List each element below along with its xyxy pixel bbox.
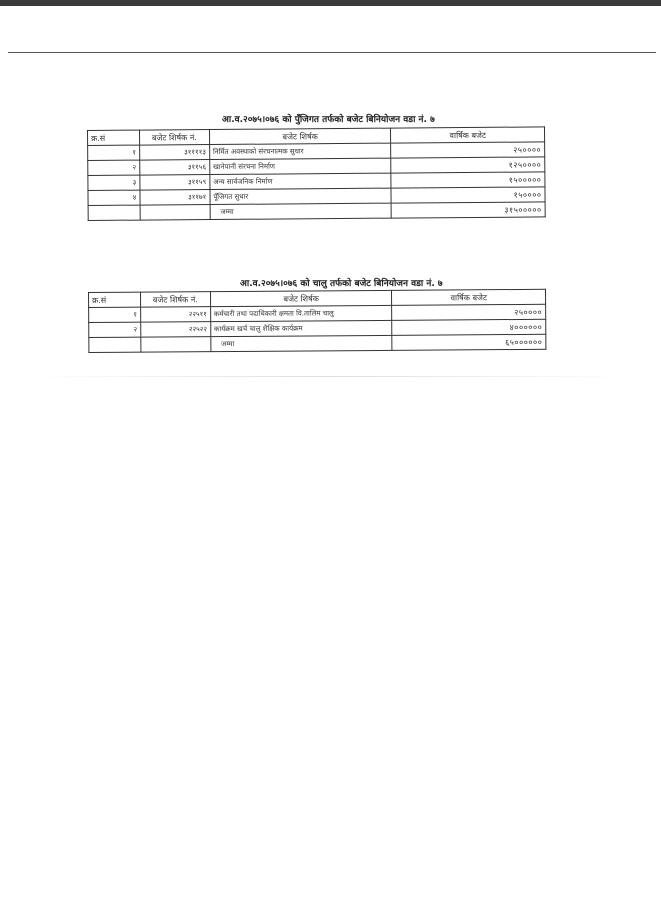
total-empty-code — [141, 337, 211, 352]
row-code: ३११११३ — [139, 145, 209, 161]
capital-budget-title: आ.व.२०७५।०७६ को पुँजिगत तर्फको बजेट बिनियोजन वडा नं. ७ — [222, 115, 435, 125]
row-heading: कार्यक्रम खर्च चालु शैक्षिक कार्यक्रम — [210, 320, 392, 336]
row-code: ३११७१ — [140, 190, 210, 206]
total-row — [89, 334, 546, 352]
row-budget: २५०००० — [391, 142, 545, 158]
row-heading: पूँजिगत सुधार — [210, 188, 392, 204]
header-rule — [8, 52, 656, 53]
column-header-code: बजेट शिर्षक नं. — [139, 130, 209, 146]
column-header-sn: क्र.सं — [89, 292, 141, 307]
total-empty-sn — [88, 205, 140, 220]
row-heading: अन्य सार्वजनिक निर्माण — [210, 173, 392, 189]
capital-budget-table — [87, 126, 546, 221]
row-sn: २ — [88, 160, 140, 175]
row-code: ३११५९ — [140, 175, 210, 191]
column-header-code: बजेट शिर्षक नं. — [140, 292, 210, 307]
current-budget-title: आ.व.२०७५।०७६ को चालु तर्फको बजेट बिनियोजन वडा नं. ७ — [240, 279, 443, 289]
total-empty-sn — [89, 337, 141, 352]
scan-smudge — [30, 376, 630, 377]
total-value: ३१५००००० — [392, 202, 546, 218]
row-budget: ४०००००० — [392, 319, 546, 335]
row-heading: निर्मित अवस्थाको संरचनात्मक सुधार — [209, 143, 391, 159]
row-heading: कर्मचारी तथा पदाधिकारी क्षमता वि.तालिम चालु — [210, 305, 392, 321]
row-budget: २५०००० — [392, 304, 546, 320]
row-code: २२५२२ — [141, 322, 211, 337]
column-header-sn: क्र.सं — [88, 130, 140, 145]
row-sn: १ — [89, 307, 141, 322]
scan-top-border — [0, 0, 661, 6]
current-budget-table — [88, 289, 546, 353]
column-header-budget: वार्षिक बजेट — [392, 289, 546, 305]
row-budget: १५००००० — [391, 172, 545, 188]
total-label: जम्मा — [210, 203, 392, 219]
row-heading: खानेपानी संरचना निर्माण — [210, 158, 392, 174]
column-header-budget: वार्षिक बजेट — [391, 127, 545, 143]
row-sn: १ — [88, 145, 140, 160]
row-code: ३११५६ — [140, 160, 210, 176]
total-row — [88, 202, 545, 221]
row-sn: २ — [89, 322, 141, 337]
total-value: ६५०००००० — [392, 334, 546, 350]
total-empty-code — [140, 205, 210, 221]
column-header-heading: बजेट शिर्षक — [210, 290, 392, 306]
row-sn: ३ — [88, 175, 140, 190]
column-header-heading: बजेट शिर्षक — [209, 128, 391, 144]
row-code: २२५११ — [140, 307, 210, 322]
row-budget: १५०००० — [391, 187, 545, 203]
row-sn: ४ — [88, 190, 140, 205]
total-label: जम्मा — [211, 335, 393, 351]
row-budget: १२५०००० — [391, 157, 545, 173]
